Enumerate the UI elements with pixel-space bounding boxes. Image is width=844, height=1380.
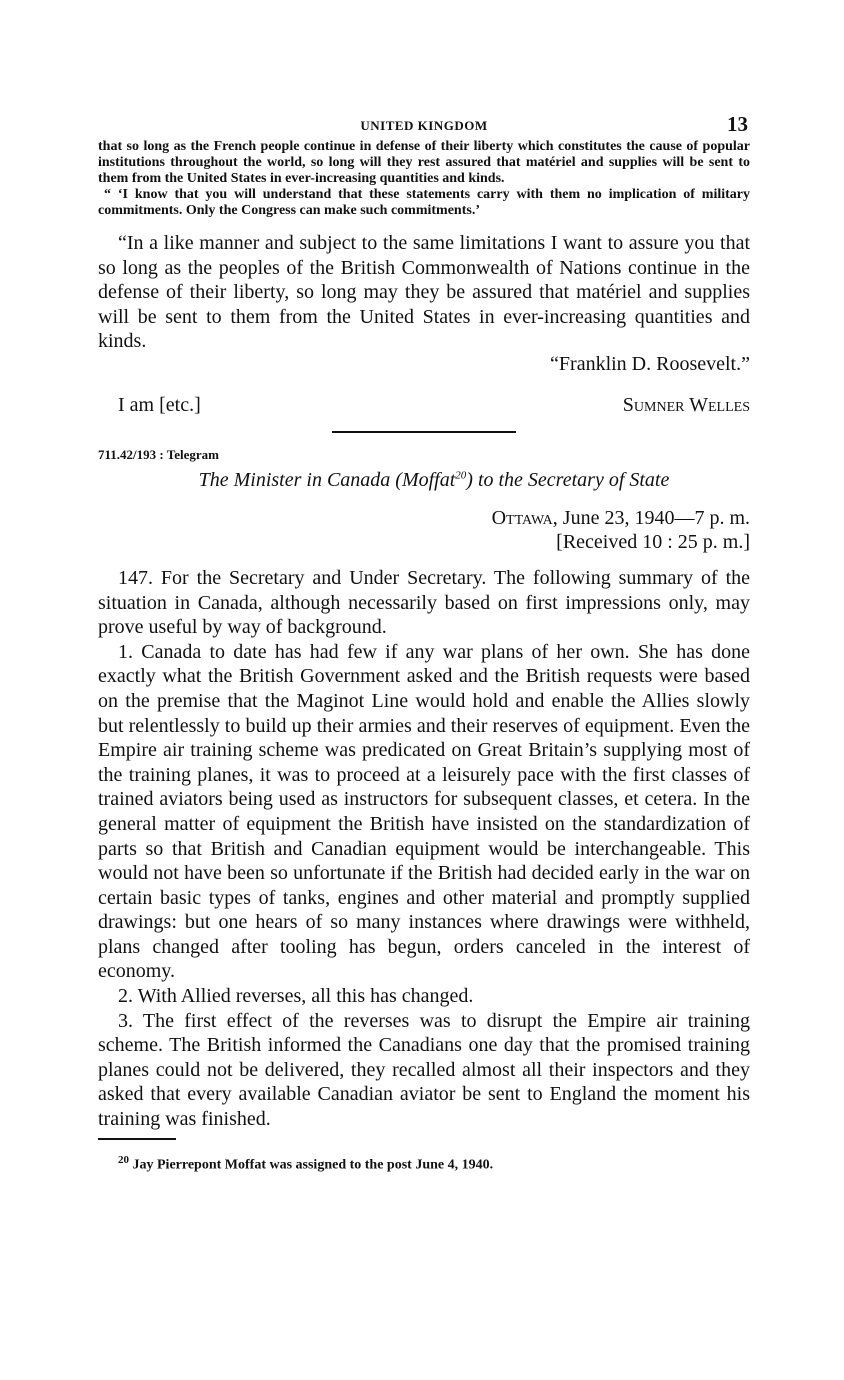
dateline-date: , June 23, 1940—7 p. m. [552, 506, 750, 529]
telegram-paragraph: 3. The first effect of the reverses was to disrupt the Empire air training scheme. The British informed the Canadians one day that the promised training planes could not be delivered, they recalled almost all their inspectors and they asked that every available Canadian aviator be sent to England the moment his training was finished. [98, 1009, 750, 1131]
roosevelt-signature: “Franklin D. Roosevelt.” [550, 352, 750, 375]
document-heading [98, 469, 750, 492]
dateline-place: Ottawa [491, 506, 553, 529]
closing-text: I am [etc.] [118, 393, 201, 416]
footnote-text: Jay Pierrepont Moffat was assigned to the post June 4, 1940. [132, 1157, 494, 1173]
footnote-divider [98, 1138, 176, 1140]
page-number: 13 [727, 112, 748, 136]
letter-closing [98, 394, 750, 417]
footnote [98, 1154, 750, 1174]
file-reference: 711.42/193 : Telegram [98, 446, 219, 462]
telegram-paragraph: 2. With Allied reverses, all this has changed. [118, 985, 474, 1008]
quoted-excerpt-paragraph: that so long as the French people continue in defense of their liberty which constitutes the cause of popular institutions throughout the world, so long will they rest assured that matériel and supplies will be sent to them from the United States in ever-increasing quantities and kinds. [98, 139, 750, 186]
footnote-number: 20 [118, 1153, 129, 1166]
section-divider [332, 431, 516, 433]
telegram-paragraph: 1. Canada to date has had few if any war plans of her own. She has done exactly what the British Government asked and the British requests were based on the premise that the Maginot Line would hold and enable the Allies slowly but relentlessly to build up their armies and their reserves of equipment. Even the Empire air training scheme was predicated on Great Britain’s supplying most of the training planes, it was to proceed at a leisurely pace with the first classes of trained aviators being used as instructors for subsequent classes, et cetera. In the general matter of equipment the British have insisted on the standardization of parts so that British and Canadian equipment would be interchangeable. This would not have been so unfortunate if the British had decided early in the war on certain basic types of tanks, engines and other material and promptly supplied drawings: but one hears of so many instances where drawings were withheld, plans changed after tooling has begun, orders canceled in the interest of economy. [98, 640, 750, 983]
quoted-excerpt-paragraph: “ ‘I know that you will understand that these statements carry with them no implication of military commitments. Only the Congress can make such commitments.’ [98, 187, 750, 218]
signer-name: Sumner Welles [622, 393, 750, 416]
running-head: UNITED KINGDOM [360, 118, 488, 133]
letter-body [98, 231, 750, 376]
heading-text: ) to the Secretary of State [466, 468, 670, 491]
footnote-ref: 20 [455, 469, 467, 482]
page-header [98, 112, 750, 142]
telegram-paragraph: 147. For the Secretary and Under Secretary. The following summary of the situation in Canada, although necessarily based on first impressions only, may prove useful by way of background. [98, 566, 750, 639]
heading-text: The Minister in Canada (Moffat [198, 468, 456, 491]
dateline [98, 506, 750, 554]
received-time: [Received 10 : 25 p. m.] [556, 530, 750, 553]
document-page [98, 112, 750, 1173]
letter-paragraph: “In a like manner and subject to the same limitations I want to assure you that so long as the peoples of the British Commonwealth of Nations continue in the defense of their liberty, so long may they be assured that matériel and supplies will be sent to them from the United States in ever-increasing quantities and kinds. [98, 232, 750, 353]
